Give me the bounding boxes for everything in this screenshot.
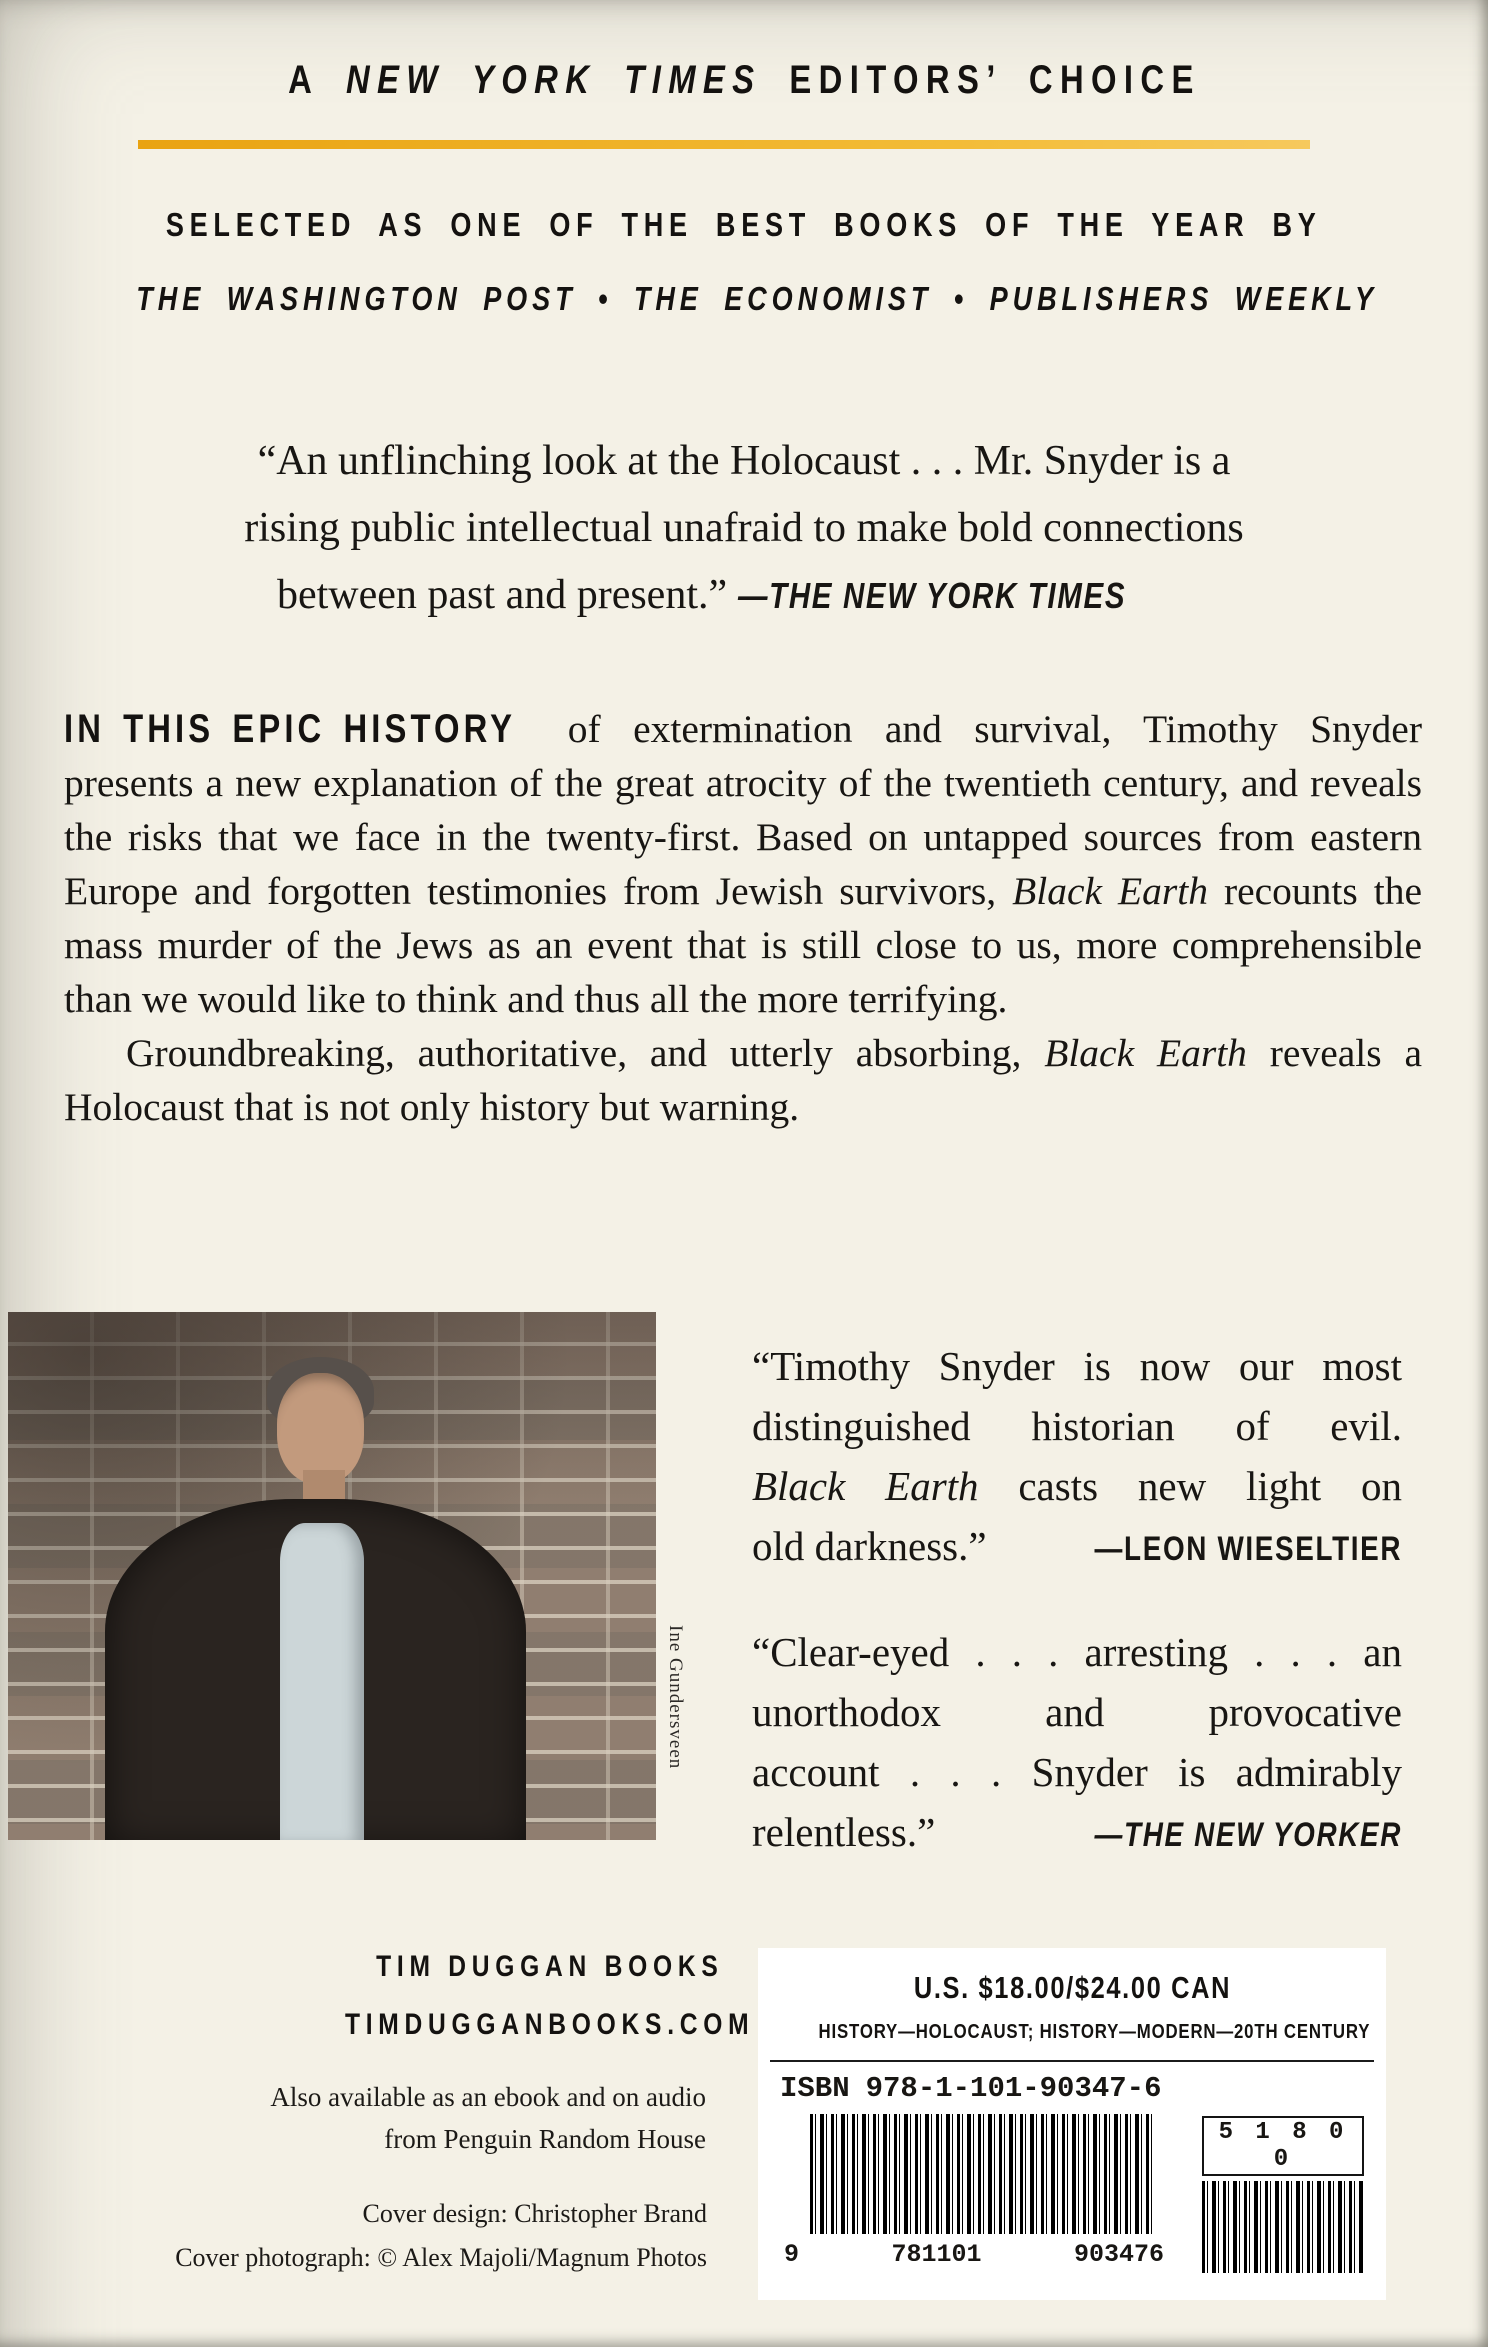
quote-line: old darkness.” —LEON WIESELTIER xyxy=(752,1516,1402,1579)
best-books-line2: THE WASHINGTON POST • THE ECONOMIST • PUBLISHERS WEEKLY xyxy=(136,280,1379,317)
editors-choice-suffix: EDITORS’ CHOICE xyxy=(760,58,1201,102)
book-title-italic: Black Earth xyxy=(1044,1031,1247,1075)
addon-barcode-icon xyxy=(1202,2181,1364,2273)
quote-line: “Clear-eyed . . . arresting . . . an xyxy=(752,1629,1402,1675)
nyt-quote-line: “An unflinching look at the Holocaust . . . Mr. Snyder is a xyxy=(257,438,1231,484)
author-shirt xyxy=(280,1523,364,1840)
accent-rule xyxy=(138,140,1310,149)
description-paragraph-2: Groundbreaking, authoritative, and utterly absorbing, Black Earth reveals a Holocaust that is not only history but warning. xyxy=(64,1031,1422,1129)
price-line: U.S. $18.00/$24.00 CAN xyxy=(913,1970,1231,2005)
wieseltier-attribution: —LEON WIESELTIER xyxy=(1094,1530,1402,1568)
new-yorker-quote xyxy=(752,1622,1402,1865)
quote-line: “Timothy Snyder is now our most xyxy=(752,1343,1402,1389)
isbn-divider-rule xyxy=(770,2060,1374,2062)
editors-choice-publication: NEW YORK TIMES xyxy=(345,58,761,102)
description-paragraph-1: IN THIS EPIC HISTORY of extermination and survival, Timothy Snyder presents a new explanation of the great atrocity of the twentieth century, and reveals the risks that we face in the twenty-first. Based on untapped sources from eastern Europe and forgotten testimonies from Jewish survivors, Black Earth recounts the mass murder of the Jews as an event that is still close to us, more comprehensible than we would like to think and thus all the more terrifying. xyxy=(64,702,1422,1026)
isbn-label: ISBN xyxy=(780,2072,850,2105)
quote-line: relentless.” —THE NEW YORKER xyxy=(752,1802,1402,1865)
publisher-imprint: TIM DUGGAN BOOKS xyxy=(376,1950,724,1983)
quote-line: account . . . Snyder is admirably xyxy=(752,1749,1402,1795)
addon-digits: 5 1 8 0 0 xyxy=(1202,2116,1364,2176)
cover-design-credit: Cover design: Christopher Brand xyxy=(362,2199,707,2228)
best-books-line1: SELECTED AS ONE OF THE BEST BOOKS OF THE YEAR BY xyxy=(166,206,1322,243)
nyt-quote-attribution: —THE NEW YORK TIMES xyxy=(737,575,1126,616)
editors-choice-prefix: A xyxy=(287,58,346,102)
author-face xyxy=(277,1373,364,1484)
quote-line: distinguished historian of evil. xyxy=(752,1403,1402,1449)
publisher-website: TIMDUGGANBOOKS.COM xyxy=(345,2008,755,2041)
ebook-availability xyxy=(100,2076,706,2160)
ebook-line: Also available as an ebook and on audio xyxy=(270,2082,706,2112)
editors-choice-headline xyxy=(0,58,1488,103)
book-title-italic: Black Earth xyxy=(752,1463,979,1509)
quote-line: unorthodox and provocative xyxy=(752,1689,1402,1735)
isbn-line xyxy=(780,2072,1161,2105)
nyt-quote-line: between past and present.” —THE NEW YORK TIMES xyxy=(94,562,1394,629)
new-yorker-attribution: —THE NEW YORKER xyxy=(1094,1816,1402,1854)
barcode-panel xyxy=(758,1948,1386,2300)
nyt-review-quote xyxy=(94,428,1394,629)
barcode-icon xyxy=(810,2114,1156,2234)
cover-credits xyxy=(80,2192,707,2280)
nyt-quote-line: rising public intellectual unafraid to make bold connections xyxy=(244,505,1244,551)
ebook-line: from Penguin Random House xyxy=(384,2124,706,2154)
cover-photo-credit: Cover photograph: © Alex Majoli/Magnum Photos xyxy=(175,2243,707,2272)
quote-line: Black Earth casts new light on xyxy=(752,1463,1402,1509)
lead-in-caps: IN THIS EPIC HISTORY xyxy=(64,707,517,751)
price-addon-code xyxy=(1202,2116,1364,2273)
isbn-number: 978-1-101-90347-6 xyxy=(865,2072,1162,2105)
ean-barcode-area xyxy=(784,2114,1370,2286)
book-title-italic: Black Earth xyxy=(1012,869,1208,913)
back-cover-description xyxy=(64,702,1422,1134)
photo-credit-vertical: Ine Gundersveen xyxy=(665,1625,686,1770)
author-photo xyxy=(8,1312,656,1840)
ean-digits: 9 781101 903476 xyxy=(784,2240,1164,2269)
wieseltier-quote xyxy=(752,1336,1402,1579)
category-line: HISTORY—HOLOCAUST; HISTORY—MODERN—20TH CENTURY xyxy=(818,2020,1371,2043)
